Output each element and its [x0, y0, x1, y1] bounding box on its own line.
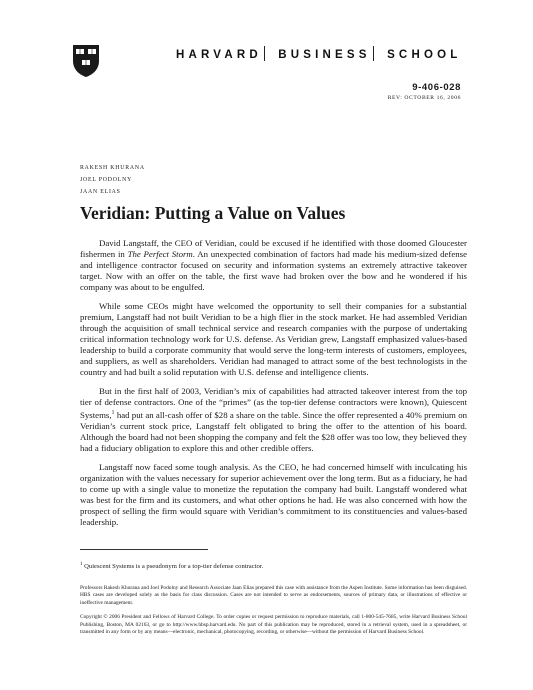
institution-word: HARVARD [176, 49, 262, 61]
authorship-note: Professors Rakesh Khurana and Joel Podolny and Research Associate Jaan Elias prepared this case with assistance from the Aspen Institute. Some information has been disguised. HBS cases are developed solely as the basis for class discussion. Cases are not intended to serve as endorsements, sources of primary data, or illustrations of effective or ineffective management. [80, 585, 467, 606]
copyright-note: Copyright © 2006 President and Fellows of Harvard College. To order copies or request permission to reproduce materials, call 1-800-545-7685, write Harvard Business School Publishing, Boston, MA 02163, or go to http://www.hbsp.harvard.edu. No part of this publication may be reproduced, stored in a retrieval system, used in a spreadsheet, or transmitted in any form or by any means—electronic, mechanical, photocopying, recording, or otherwise—without the permission of Harvard Business School. [80, 614, 467, 636]
author-name: JAAN ELIAS [80, 189, 121, 195]
body-paragraph: David Langstaff, the CEO of Veridian, could be excused if he identified with those doomed Gloucester fishermen in The Perfect Storm. An unexpected combination of factors had made his medium-sized defense and intelligence contractor focused on security and information systems an extremely attractive takeover target. Now with an offer on the table, the first wave had broken over the bow and he wondered if his company was about to be engulfed. [80, 238, 467, 292]
publication-notes [80, 585, 467, 643]
author-list [80, 162, 145, 198]
institution-word: SCHOOL [387, 49, 462, 61]
footnote-text: Quiescent Systems is a pseudonym for a top-tier defense contractor. [82, 563, 264, 571]
body-paragraph: While some CEOs might have welcomed the opportunity to sell their companies for a substantial premium, Langstaff had not built Veridian to be a high flier in the stock market. He had assembled Veridian through the acquisition of small technical service and research companies with the purpose of undertaking critical information technology work for U.S. defense. As Veridian grew, Langstaff emphasized values-based leadership to build a corporate community that would serve the long-term interests of customers, employees, and suppliers, as well as shareholders. Veridian had managed to attract some of the best technologists in the country and had built a solid reputation with U.S. defense and intelligence clients. [80, 301, 467, 377]
footnote-reference: 1 [111, 410, 115, 416]
institution-banner [176, 46, 461, 61]
case-title: Veridian: Putting a Value on Values [80, 203, 346, 223]
institution-word: BUSINESS [278, 49, 371, 61]
author-name: RAKESH KHURANA [80, 165, 145, 171]
body-paragraph: But in the first half of 2003, Veridian’s mix of capabilities had attracted takeover interest from the top tier of defense contractors. One of the “primes” (as the top-tier defense contractors were known), Quiescent Systems,$^1$ had put an all-cash offer of $28 a share on the table. Since the offer represented a 40% premium on Veridian’s current stock price, Langstaff felt obligated to bring the offer to the attention of his board. Although the board had not been shopping the company and felt the $28 offer was too low, they believed they had a fiduciary obligation to explore this and other credible offers. [80, 386, 467, 453]
footnote-marker: 1 [80, 562, 83, 567]
footnote [80, 561, 467, 571]
body-paragraph: Langstaff now faced some tough analysis. As the CEO, he had concerned himself with inculcating his organization with the values necessary for superior achievement over the long term. But as a fiduciary, he had to come up with a single value to monetize the reputation the company had built. Langstaff wondered what was best for the firm and its customers, and what other options he had. He was also concerned with how the prospect of selling the firm would square with Veridian’s commitment to its constituencies and values-based leadership. [80, 461, 467, 527]
harvard-shield-logo [72, 44, 100, 78]
book-title: The Perfect Storm [127, 249, 193, 259]
author-name: JOEL PODOLNY [80, 177, 133, 183]
case-body [80, 238, 467, 536]
case-number: 9-406-028 [412, 82, 461, 93]
footnote-divider [80, 549, 208, 550]
revision-date: REV: OCTOBER 16, 2006 [387, 95, 461, 101]
banner-divider [264, 46, 265, 61]
banner-divider [373, 46, 374, 61]
